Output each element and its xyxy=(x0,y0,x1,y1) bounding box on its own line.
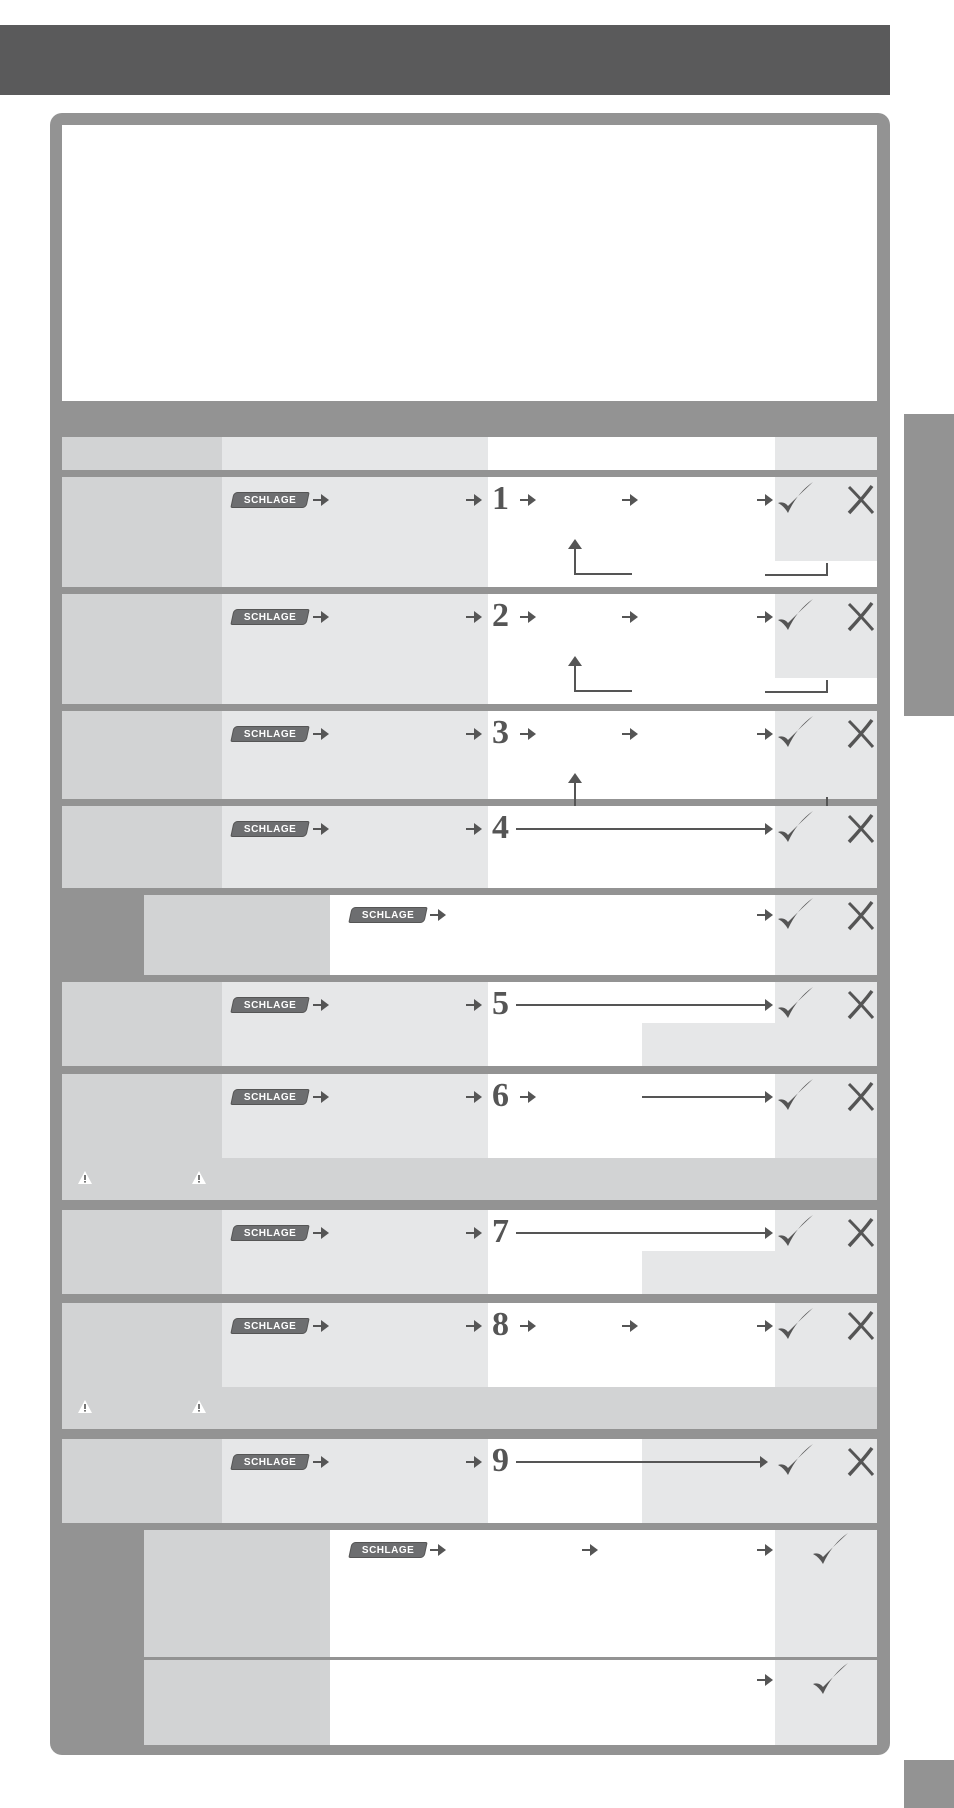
arrow-right-icon xyxy=(313,727,329,741)
arrow-right-icon xyxy=(757,1673,773,1687)
schlage-logo xyxy=(230,609,309,625)
x-mark-icon xyxy=(843,483,877,517)
x-mark-icon xyxy=(843,717,877,751)
schlage-logo xyxy=(230,492,309,508)
arrow-right-icon xyxy=(622,493,638,507)
schlage-logo xyxy=(348,907,427,923)
arrow-right-icon xyxy=(520,727,536,741)
arrow-right-icon xyxy=(757,908,773,922)
schlage-logo xyxy=(230,1089,309,1105)
warning-triangle-icon xyxy=(192,1171,206,1184)
arrow-right-icon xyxy=(466,1090,482,1104)
enter-shade xyxy=(642,1023,775,1066)
step-row-label-cell xyxy=(62,806,222,888)
page-number-tab xyxy=(904,1760,954,1808)
step-row-enter-cell xyxy=(488,1303,775,1387)
arrow-right-icon xyxy=(430,1543,446,1557)
return-arrow-icon xyxy=(568,656,632,694)
warning-triangle-icon xyxy=(78,1400,92,1413)
step-number: 4 xyxy=(492,809,509,846)
arrow-right-icon xyxy=(757,1090,773,1104)
x-mark-icon xyxy=(843,899,877,933)
logo-text: SCHLAGE xyxy=(243,1320,297,1332)
logo-text: SCHLAGE xyxy=(243,1091,297,1103)
logo-text: SCHLAGE xyxy=(243,611,297,623)
check-mark-icon xyxy=(775,713,815,753)
warning-triangle-icon xyxy=(78,1171,92,1184)
check-mark-icon xyxy=(775,1441,815,1481)
arrow-right-icon xyxy=(622,610,638,624)
x-mark-icon xyxy=(843,812,877,846)
step-row-label-cell xyxy=(62,711,222,799)
schlage-logo xyxy=(230,997,309,1013)
arrow-right-icon xyxy=(520,1090,536,1104)
x-mark-icon xyxy=(843,1445,877,1479)
schlage-logo xyxy=(348,1542,427,1558)
x-mark-icon xyxy=(843,1309,877,1343)
arrow-right-icon xyxy=(757,1543,773,1557)
arrow-right-icon xyxy=(520,1319,536,1333)
header-cell-enter xyxy=(488,437,775,470)
step-number: 7 xyxy=(492,1213,509,1250)
step-number: 2 xyxy=(492,597,509,634)
logo-text: SCHLAGE xyxy=(243,1227,297,1239)
check-mark-icon xyxy=(775,808,815,848)
arrow-right-icon xyxy=(313,1319,329,1333)
logo-text: SCHLAGE xyxy=(243,728,297,740)
arrow-right-icon xyxy=(520,493,536,507)
arrow-right-icon xyxy=(582,1543,598,1557)
arrow-right-icon xyxy=(466,1319,482,1333)
arrow-right-icon xyxy=(466,727,482,741)
arrow-right-icon xyxy=(757,1319,773,1333)
x-mark-icon xyxy=(843,1080,877,1114)
arrow-right-icon xyxy=(520,610,536,624)
arrow-right-icon xyxy=(757,610,773,624)
schlage-logo xyxy=(230,1454,309,1470)
check-mark-icon xyxy=(775,1305,815,1345)
check-mark-icon xyxy=(775,1076,815,1116)
enter-shade xyxy=(642,1251,775,1294)
logo-text: SCHLAGE xyxy=(243,494,297,506)
x-mark-icon xyxy=(843,988,877,1022)
header-cell-result xyxy=(775,437,877,470)
arrow-right-icon xyxy=(757,1226,773,1240)
arrow-right-icon xyxy=(313,610,329,624)
flow-line xyxy=(516,1004,762,1006)
x-mark-icon xyxy=(843,600,877,634)
arrow-right-icon xyxy=(757,493,773,507)
arrow-right-icon xyxy=(466,1455,482,1469)
side-section-tab xyxy=(904,414,954,716)
substep-indent-cell xyxy=(62,895,144,975)
step-row-enter-cell xyxy=(488,1074,775,1158)
logo-text: SCHLAGE xyxy=(243,999,297,1011)
warning-triangle-icon xyxy=(192,1400,206,1413)
arrow-right-icon xyxy=(622,1319,638,1333)
return-bracket xyxy=(765,563,829,577)
schlage-logo xyxy=(230,726,309,742)
step-row-label-cell xyxy=(62,1439,222,1523)
schlage-logo xyxy=(230,821,309,837)
arrow-right-icon xyxy=(466,493,482,507)
arrow-right-icon xyxy=(313,1226,329,1240)
return-arrow-icon xyxy=(568,539,632,577)
flow-line xyxy=(516,1232,762,1234)
warning-row xyxy=(62,1158,877,1200)
arrow-right-icon xyxy=(313,998,329,1012)
schlage-logo xyxy=(230,1318,309,1334)
arrow-right-icon xyxy=(757,727,773,741)
step-number: 3 xyxy=(492,714,509,751)
step-row-label-cell xyxy=(62,982,222,1066)
step-number: 5 xyxy=(492,985,509,1022)
step-row-start-cell xyxy=(222,806,488,888)
step-number: 1 xyxy=(492,480,509,517)
arrow-right-icon xyxy=(430,908,446,922)
arrow-right-icon xyxy=(466,610,482,624)
top-header-bar xyxy=(0,25,890,95)
header-cell-function xyxy=(62,437,222,470)
header-cell-start xyxy=(222,437,488,470)
step-row-label-cell xyxy=(62,1303,222,1387)
step-number: 6 xyxy=(492,1077,509,1114)
flow-line xyxy=(516,1461,758,1463)
arrow-right-icon xyxy=(313,822,329,836)
check-mark-icon xyxy=(775,479,815,519)
check-mark-icon xyxy=(775,1212,815,1252)
arrow-right-icon xyxy=(466,1226,482,1240)
final-row-label-cell xyxy=(144,1660,330,1745)
logo-text: SCHLAGE xyxy=(243,823,297,835)
arrow-right-icon xyxy=(757,998,773,1012)
arrow-right-icon xyxy=(752,1455,768,1469)
logo-text: SCHLAGE xyxy=(361,909,415,921)
step-row-enter-cell xyxy=(488,806,775,888)
arrow-right-icon xyxy=(622,727,638,741)
intro-text-panel xyxy=(62,125,877,401)
return-bracket xyxy=(765,680,829,694)
check-mark-icon xyxy=(775,984,815,1024)
step-row-label-cell xyxy=(62,1210,222,1294)
step-row-label-cell xyxy=(62,594,222,704)
check-mark-icon xyxy=(775,895,815,935)
step-row-start-cell xyxy=(222,1303,488,1387)
logo-text: SCHLAGE xyxy=(243,1456,297,1468)
arrow-right-icon xyxy=(313,1455,329,1469)
arrow-right-icon xyxy=(313,493,329,507)
final-indent-cell xyxy=(62,1530,144,1745)
arrow-right-icon xyxy=(466,822,482,836)
warning-row xyxy=(62,1387,877,1429)
step-row-start-cell xyxy=(222,1210,488,1294)
flow-line xyxy=(642,1096,762,1098)
step-row-label-cell xyxy=(62,1074,222,1158)
final-row-enter-cell xyxy=(330,1660,775,1745)
step-number: 9 xyxy=(492,1442,509,1479)
flow-line xyxy=(516,828,762,830)
step-row-start-cell xyxy=(222,1439,488,1523)
logo-text: SCHLAGE xyxy=(361,1544,415,1556)
arrow-right-icon xyxy=(313,1090,329,1104)
substep-label-cell xyxy=(144,895,330,975)
enter-shade xyxy=(642,1480,775,1523)
check-mark-icon xyxy=(810,1660,850,1700)
arrow-right-icon xyxy=(466,998,482,1012)
final-row-label-cell xyxy=(144,1530,330,1657)
step-row-start-cell xyxy=(222,1074,488,1158)
x-mark-icon xyxy=(843,1216,877,1250)
schlage-logo xyxy=(230,1225,309,1241)
step-row-start-cell xyxy=(222,982,488,1066)
step-row-start-cell xyxy=(222,711,488,799)
check-mark-icon xyxy=(810,1530,850,1570)
step-number: 8 xyxy=(492,1306,509,1343)
step-row-label-cell xyxy=(62,477,222,587)
check-mark-icon xyxy=(775,596,815,636)
arrow-right-icon xyxy=(757,822,773,836)
